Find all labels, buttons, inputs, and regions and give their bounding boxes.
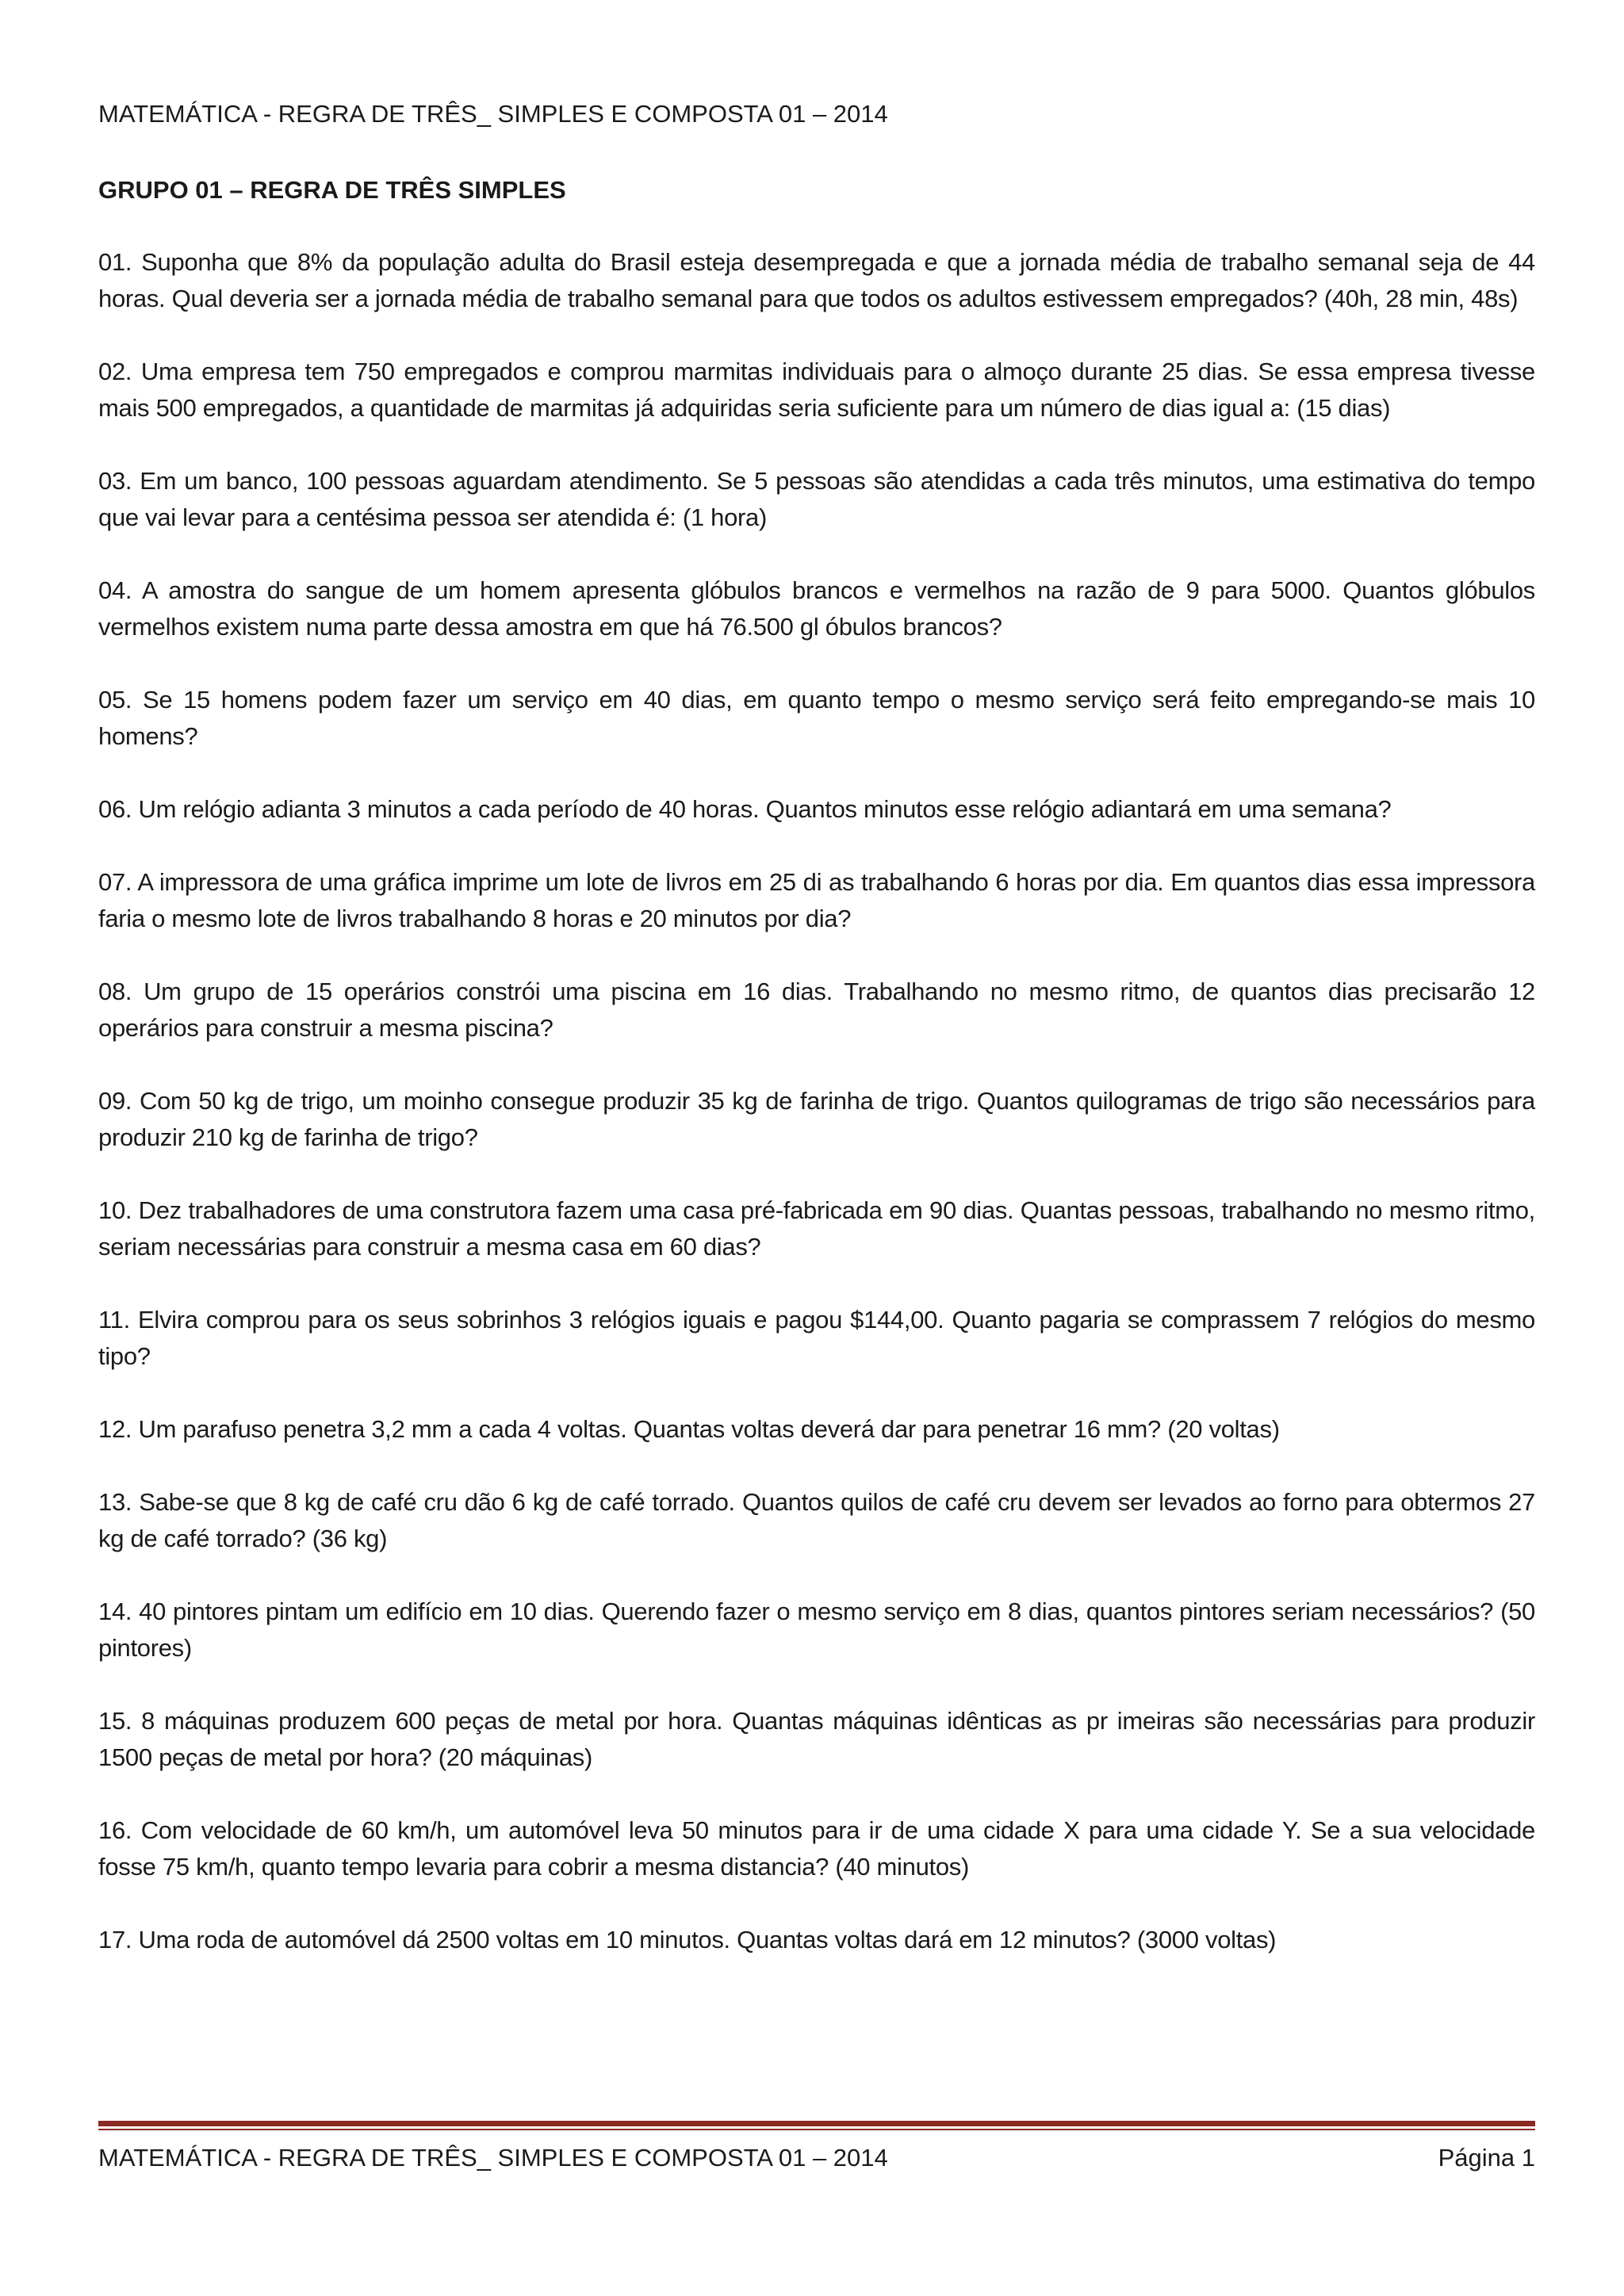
question-14: 14. 40 pintores pintam um edifício em 10 dias. Querendo fazer o mesmo serviço em 8 dias, quantos pintores seriam necessários? (50 pintores): [98, 1598, 1535, 1662]
footer-title: MATEMÁTICA - REGRA DE TRÊS_ SIMPLES E COMPOSTA 01 – 2014: [98, 2144, 888, 2172]
question-17: 17. Uma roda de automóvel dá 2500 voltas em 10 minutos. Quantas voltas dará em 12 minutos? (3000 voltas): [98, 1926, 1277, 1954]
question-05: 05. Se 15 homens podem fazer um serviço em 40 dias, em quanto tempo o mesmo serviço será feito empregando-se mais 10 homens?: [98, 686, 1535, 750]
question-06: 06. Um relógio adianta 3 minutos a cada período de 40 horas. Quantos minutos esse relógio adiantará em uma semana?: [98, 795, 1392, 823]
question-11: 11. Elvira comprou para os seus sobrinhos 3 relógios iguais e pagou $144,00. Quanto pagaria se comprassem 7 relógios do mesmo tipo?: [98, 1306, 1535, 1370]
question-01: 01. Suponha que 8% da população adulta do Brasil esteja desempregada e que a jornada média de trabalho semanal seja de 44 horas. Qual deveria ser a jornada média de trabalho semanal para que todos os adultos estivessem empregados? (40h, 28 min, 48s): [98, 248, 1535, 312]
page-header: MATEMÁTICA - REGRA DE TRÊS_ SIMPLES E COMPOSTA 01 – 2014: [98, 100, 888, 128]
question-02: 02. Uma empresa tem 750 empregados e comprou marmitas individuais para o almoço durante 25 dias. Se essa empresa tivesse mais 500 empregados, a quantidade de marmitas já adquiridas seria suficiente para um número de dias igual a: (15 dias): [98, 358, 1535, 422]
question-04: 04. A amostra do sangue de um homem apresenta glóbulos brancos e vermelhos na razão de 9 para 5000. Quantos glóbulos vermelhos existem numa parte dessa amostra em que há 76.500 gl óbulos brancos?: [98, 576, 1535, 641]
question-13: 13. Sabe-se que 8 kg de café cru dão 6 kg de café torrado. Quantos quilos de café cru devem ser levados ao forno para obtermos 27 kg de café torrado? (36 kg): [98, 1488, 1535, 1552]
footer-divider-thick: [98, 2121, 1535, 2126]
question-16: 16. Com velocidade de 60 km/h, um automóvel leva 50 minutos para ir de uma cidade X para uma cidade Y. Se a sua velocidade fosse 75 km/h, quanto tempo levaria para cobrir a mesma distancia? (40 minutos): [98, 1816, 1535, 1881]
question-03: 03. Em um banco, 100 pessoas aguardam atendimento. Se 5 pessoas são atendidas a cada três minutos, uma estimativa do tempo que vai levar para a centésima pessoa ser atendida é: (1 hora): [98, 467, 1535, 531]
question-08: 08. Um grupo de 15 operários constrói uma piscina em 16 dias. Trabalhando no mesmo ritmo, de quantos dias precisarão 12 operários para construir a mesma piscina?: [98, 978, 1535, 1042]
question-07: 07. A impressora de uma gráfica imprime um lote de livros em 25 di as trabalhando 6 horas por dia. Em quantos dias essa impressora faria o mesmo lote de livros trabalhando 8 horas e 20 minutos por dia?: [98, 868, 1535, 932]
question-12: 12. Um parafuso penetra 3,2 mm a cada 4 voltas. Quantas voltas deverá dar para penetrar 16 mm? (20 voltas): [98, 1415, 1280, 1443]
footer-divider-thin: [98, 2129, 1535, 2130]
question-09: 09. Com 50 kg de trigo, um moinho consegue produzir 35 kg de farinha de trigo. Quantos quilogramas de trigo são necessários para produzir 210 kg de farinha de trigo?: [98, 1087, 1535, 1151]
page-footer: [98, 2141, 1535, 2175]
group-title: GRUPO 01 – REGRA DE TRÊS SIMPLES: [98, 176, 566, 204]
question-10: 10. Dez trabalhadores de uma construtora fazem uma casa pré-fabricada em 90 dias. Quantas pessoas, trabalhando no mesmo ritmo, seriam necessárias para construir a mesma casa em 60 dias?: [98, 1196, 1535, 1261]
question-15: 15. 8 máquinas produzem 600 peças de metal por hora. Quantas máquinas idênticas as pr imeiras são necessárias para produzir 1500 peças de metal por hora? (20 máquinas): [98, 1707, 1535, 1771]
question-list: [98, 244, 1535, 1995]
footer-divider: [98, 2121, 1535, 2132]
page-number: Página 1: [1438, 2144, 1535, 2172]
